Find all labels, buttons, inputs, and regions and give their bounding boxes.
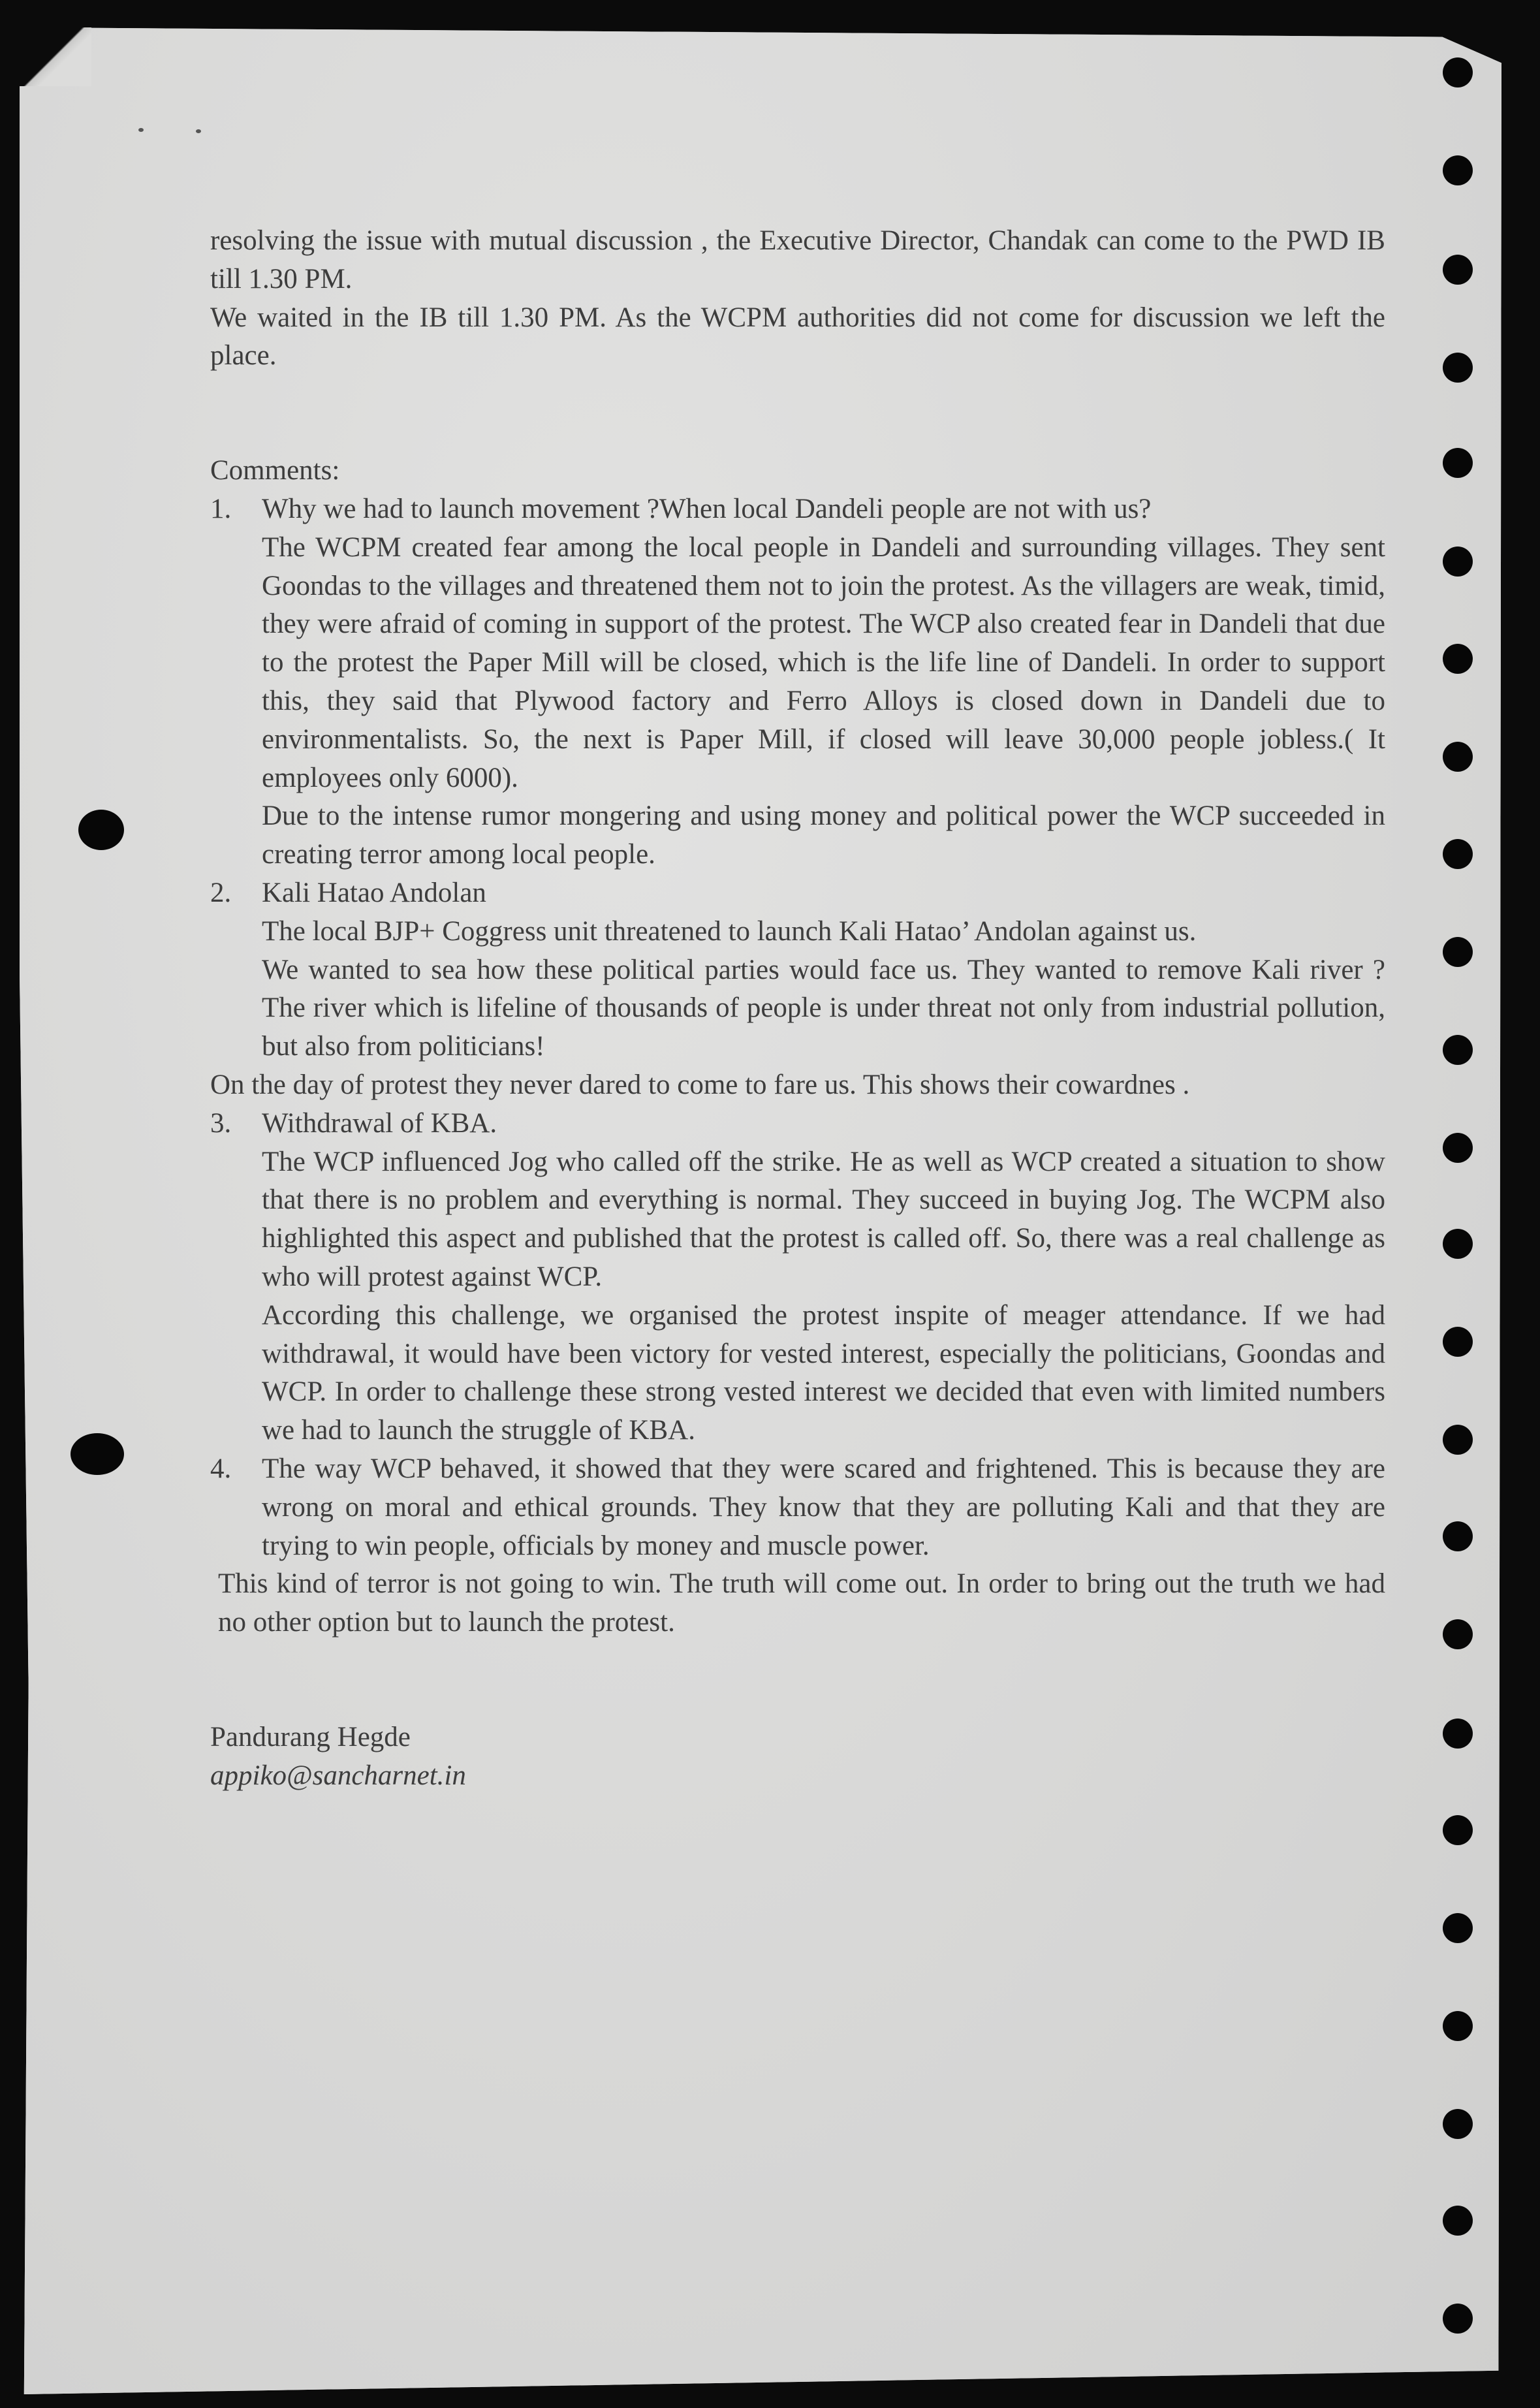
punch-hole	[1443, 742, 1473, 772]
punch-hole	[1443, 2304, 1473, 2334]
punch-hole	[1443, 1619, 1473, 1649]
punch-hole	[1443, 839, 1473, 869]
item-paragraph: The way WCP behaved, it showed that they were scared and frightened. This is because they are wrong on moral and ethical grounds. They know that they are polluting Kali and that they are trying to win people, officials by money and muscle power.	[262, 1453, 1385, 1561]
punch-hole	[1443, 1521, 1473, 1551]
comment-item-2	[210, 874, 1385, 1066]
speck	[196, 129, 201, 133]
item-number: 1.	[210, 493, 232, 524]
speck	[138, 128, 144, 132]
item-number: 4.	[210, 1453, 232, 1484]
ink-blot	[78, 810, 124, 850]
folded-corner	[20, 27, 91, 86]
signature-email: appiko@sancharnet.in	[210, 1760, 466, 1791]
item-title: Withdrawal of KBA.	[262, 1107, 497, 1139]
punch-hole	[1443, 547, 1473, 577]
paragraph: We waited in the IB till 1.30 PM. As the WCPM authorities did not come for discussion we left the place.	[210, 302, 1385, 372]
comments-heading: Comments:	[210, 455, 340, 486]
protest-line: On the day of protest they never dared to come to fare us. This shows their cowardnes .	[210, 1069, 1190, 1100]
item-paragraph: We wanted to sea how these political parties would face us. They wanted to remove Kali river ? The river which is lifeline of thousands of people is under threat not only from industrial pollution, but also from politicians!	[262, 954, 1385, 1062]
punch-hole	[1443, 937, 1473, 967]
signature-name: Pandurang Hegde	[210, 1721, 411, 1752]
punch-hole	[1443, 1133, 1473, 1163]
punch-hole	[1443, 2109, 1473, 2139]
item-paragraph: According this challenge, we organised the protest inspite of meager attendance. If we had withdrawal, it would have been victory for vested interest, especially the politicians, Goondas and WCP. In order to challenge these strong vested interest we decided that even with limited numbers we had to launch the struggle of KBA.	[262, 1299, 1385, 1446]
punch-hole	[1443, 1229, 1473, 1259]
item-title: Why we had to launch movement ?When local Dandeli people are not with us?	[262, 493, 1152, 524]
punch-hole	[1443, 448, 1473, 478]
punch-hole	[1443, 1035, 1473, 1065]
comment-item-4	[210, 1450, 1385, 1565]
punch-hole	[1443, 1327, 1473, 1357]
punch-hole	[1443, 255, 1473, 285]
punch-hole	[1443, 353, 1473, 383]
punch-hole	[1443, 57, 1473, 87]
punch-hole	[1443, 1719, 1473, 1749]
punch-hole	[1443, 2011, 1473, 2041]
item-number: 3.	[210, 1107, 232, 1139]
punch-hole	[1443, 644, 1473, 674]
closing-paragraph: This kind of terror is not going to win. The truth will come out. In order to bring out the truth we had no other option but to launch the protest.	[218, 1568, 1385, 1638]
ink-blot	[71, 1433, 124, 1475]
punch-hole	[1443, 1913, 1473, 1943]
punch-hole	[1443, 1425, 1473, 1455]
punch-hole	[1443, 2206, 1473, 2236]
punch-hole	[1443, 155, 1473, 185]
item-paragraph: The local BJP+ Coggress unit threatened to launch Kali Hatao’ Andolan against us.	[262, 915, 1197, 947]
comment-item-3	[210, 1105, 1385, 1450]
item-paragraph: The WCP influenced Jog who called off the strike. He as well as WCP created a situation to show that there is no problem and everything is normal. They succeed in buying Jog. The WCPM also highlighted this aspect and published that the protest is called off. So, there was a real challenge as who will protest against WCP.	[262, 1146, 1385, 1292]
comment-item-1	[210, 490, 1385, 874]
paragraph: resolving the issue with mutual discussion , the Executive Director, Chandak can come to the PWD IB till 1.30 PM.	[210, 225, 1385, 294]
letter-body	[210, 222, 1385, 1795]
item-title: Kali Hatao Andolan	[262, 877, 486, 908]
item-number: 2.	[210, 877, 232, 908]
item-paragraph: The WCPM created fear among the local people in Dandeli and surrounding villages. They sent Goondas to the villages and threatened them not to join the protest. As the villagers are weak, timid, they were afraid of coming in support of the protest. The WCP also created fear in Dandeli that due to the protest the Paper Mill will be closed, which is the life line of Dandeli. In order to support this, they said that Plywood factory and Ferro Alloys is closed down in Dandeli due to environmentalists. So, the next is Paper Mill, if closed will leave 30,000 people jobless.( It employees only 6000).	[262, 531, 1385, 793]
item-paragraph: Due to the intense rumor mongering and using money and political power the WCP succeeded in creating terror among local people.	[262, 800, 1385, 870]
punch-hole	[1443, 1815, 1473, 1845]
